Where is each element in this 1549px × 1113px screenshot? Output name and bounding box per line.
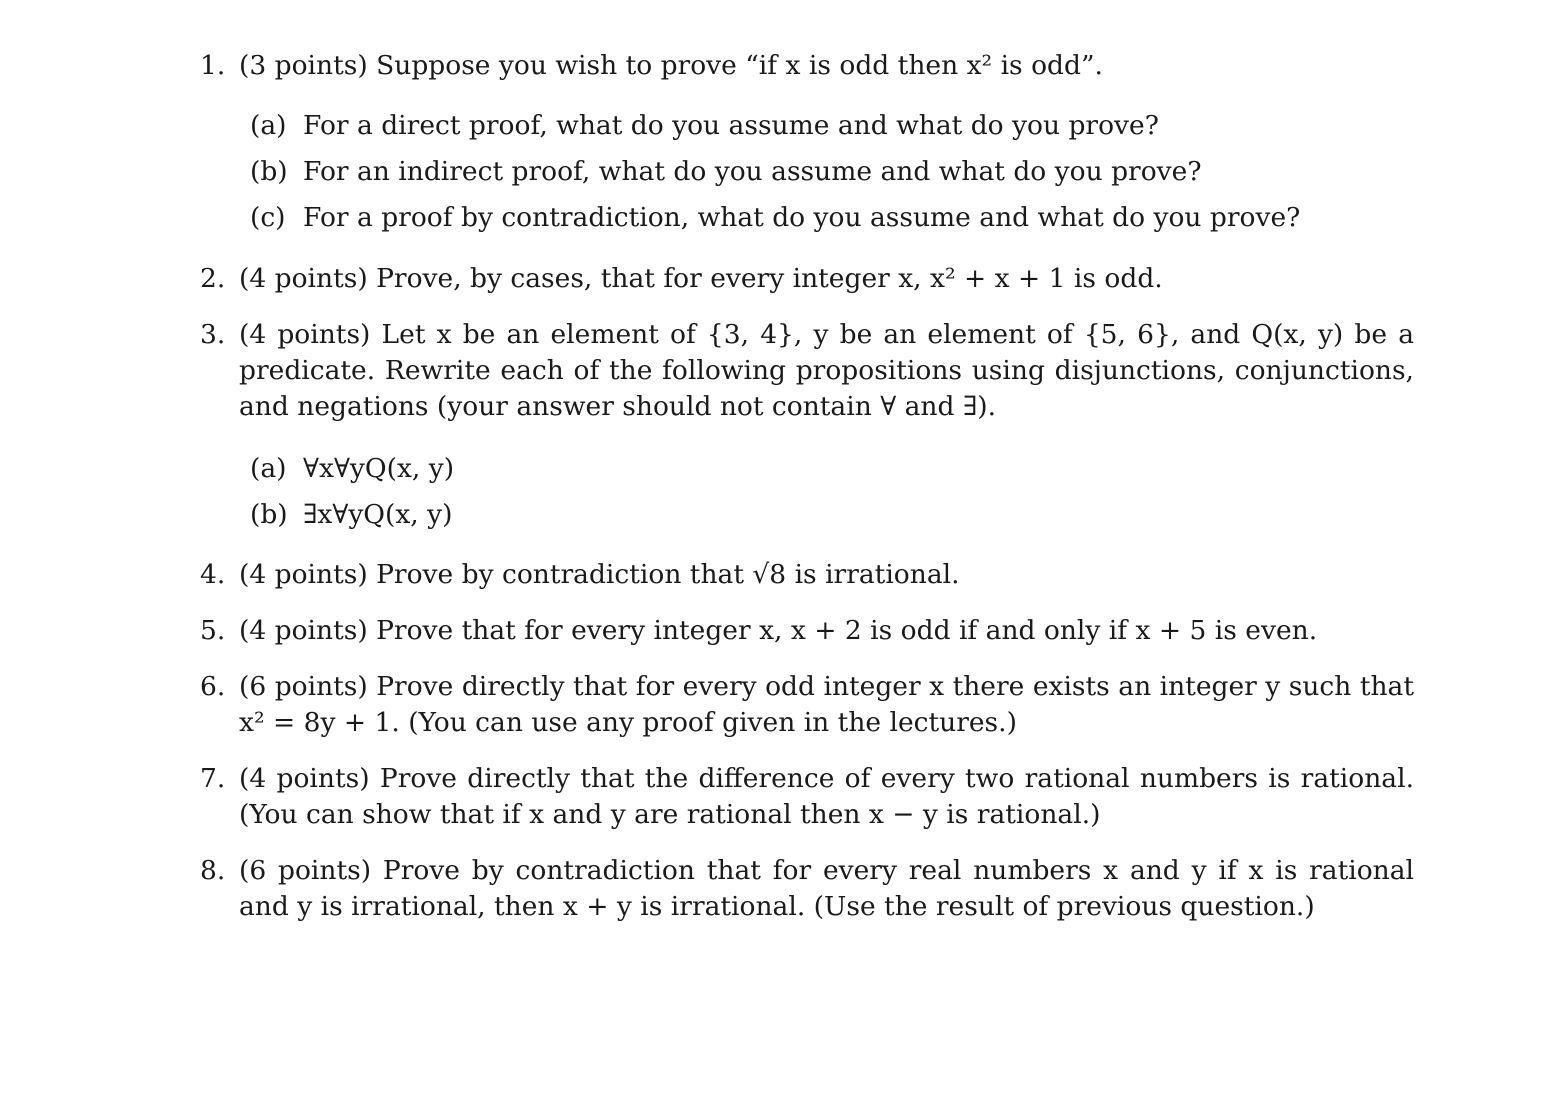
- question-number: 4.: [200, 559, 226, 590]
- question-number: 6.: [200, 671, 226, 702]
- part-text: ∀x∀yQ(x, y): [303, 453, 455, 484]
- question-text: (4 points) Prove directly that the difference of every two rational numbers is rational. (You can show that if x and y are rational then x − y is rational.): [239, 763, 1414, 830]
- part-label: (a): [250, 453, 287, 484]
- question-number: 8.: [200, 855, 226, 886]
- question-3: [200, 317, 1414, 425]
- question-text: (4 points) Prove that for every integer x, x + 2 is odd if and only if x + 5 is even.: [239, 615, 1318, 646]
- question-1-part-b: [250, 154, 1410, 190]
- question-number: 5.: [200, 615, 226, 646]
- question-7: [200, 761, 1414, 833]
- question-text: (4 points) Prove, by cases, that for every integer x, x² + x + 1 is odd.: [239, 263, 1163, 294]
- part-text: For an indirect proof, what do you assume and what do you prove?: [303, 156, 1202, 187]
- question-text: (4 points) Prove by contradiction that √8 is irrational.: [239, 559, 960, 590]
- question-text: (4 points) Let x be an element of {3, 4}, y be an element of {5, 6}, and Q(x, y) be a predicate. Rewrite each of the following propositions using disjunctions, conjunctions, and negations (your answer should not contain ∀ and ∃).: [239, 319, 1414, 422]
- question-number: 3.: [200, 319, 226, 350]
- question-3-part-b: [250, 497, 1410, 533]
- question-3-part-a: [250, 451, 1410, 487]
- question-6: [200, 669, 1414, 741]
- question-2: [200, 261, 1414, 297]
- part-text: For a proof by contradiction, what do you assume and what do you prove?: [303, 202, 1301, 233]
- part-label: (c): [250, 202, 286, 233]
- question-number: 7.: [200, 763, 226, 794]
- part-label: (b): [250, 499, 288, 530]
- question-1-part-a: [250, 108, 1410, 144]
- question-number: 1.: [200, 50, 226, 81]
- question-1: [200, 48, 1414, 84]
- question-4: [200, 557, 1414, 593]
- part-label: (b): [250, 156, 288, 187]
- question-1-part-c: [250, 200, 1410, 236]
- question-text: (3 points) Suppose you wish to prove “if x is odd then x² is odd”.: [239, 50, 1103, 81]
- question-text: (6 points) Prove by contradiction that for every real numbers x and y if x is rational and y is irrational, then x + y is irrational. (Use the result of previous question.): [239, 855, 1414, 922]
- part-text: ∃x∀yQ(x, y): [303, 499, 453, 530]
- part-text: For a direct proof, what do you assume and what do you prove?: [303, 110, 1159, 141]
- part-label: (a): [250, 110, 287, 141]
- question-number: 2.: [200, 263, 226, 294]
- question-5: [200, 613, 1414, 649]
- question-text: (6 points) Prove directly that for every odd integer x there exists an integer y such that x² = 8y + 1. (You can use any proof given in the lectures.): [239, 671, 1414, 738]
- question-8: [200, 853, 1414, 925]
